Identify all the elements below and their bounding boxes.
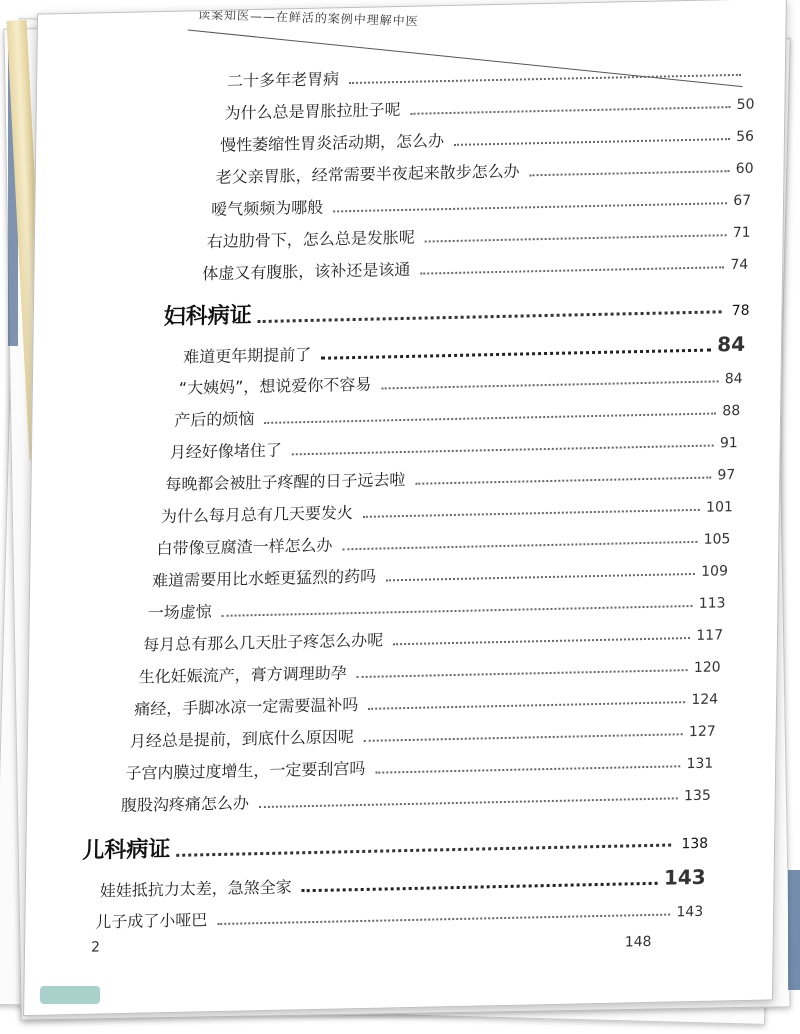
toc-entry-title: “大姨妈”，想说爱你不容易 [178,374,372,398]
toc-entry-title: 痛经，手脚冰凉一定需要温补吗 [134,695,359,719]
toc-entry[interactable] [216,154,754,188]
toc-entry[interactable] [202,250,748,284]
toc-entry-title: 难道需要用比水蛭更猛烈的药吗 [151,566,377,591]
leader-dots [222,605,693,617]
leader-dots [410,106,730,115]
toc-entry-page: 60 [735,160,754,178]
toc-entry-page: 131 [686,755,714,773]
toc-entry-title: 产后的烦恼 [174,409,255,430]
toc-entry-title: 二十多年老胃病 [226,69,340,91]
leader-dots [368,701,685,710]
leader-dots [302,882,658,892]
section-title: 妇科病证 [163,303,252,331]
toc-entry[interactable] [134,684,718,719]
toc-entry[interactable] [100,865,706,902]
toc-entry-page: 71 [732,224,751,242]
toc-entry-page: 84 [724,370,743,388]
toc-entry-page: 91 [719,435,738,452]
leader-dots [363,509,700,518]
toc-entry[interactable] [95,897,703,933]
leader-dots [176,843,671,856]
leader-dots [425,234,727,242]
section-title: 儿科病证 [82,836,171,864]
toc-entry-title: 每晚都会被肚子疼醒的日子远去啦 [165,469,406,495]
book-edge-decoration [788,870,800,990]
toc-entry-title: 儿子成了小哑巴 [95,910,208,932]
toc-entry-page: 88 [722,402,741,420]
cover-corner-decoration [40,986,100,1004]
toc-entry-page: 105 [703,531,731,548]
toc-entry-page: 50 [736,96,755,113]
toc-entry[interactable] [148,588,726,623]
leader-dots [342,541,697,550]
toc-entry[interactable] [211,186,751,220]
leader-dots [264,412,716,423]
toc-entry-page: 127 [688,723,716,741]
leader-dots [375,765,680,773]
leader-dots [454,138,730,146]
leader-dots [259,797,678,808]
toc-entry-title: 白带像豆腐渣一样怎么办 [156,535,333,559]
toc-entry-title: 体虚又有腹胀，该补还是该通 [202,259,411,284]
toc-entry-title: 为什么每月总有几天要发火 [160,503,354,527]
toc-entry-title: 为什么总是胃胀拉肚子呢 [224,100,401,123]
toc-entry-title: 右边肋骨下，怎么总是发胀呢 [206,227,415,252]
toc-entry-page: 138 [681,835,709,853]
toc-entry-title: 月经好像堵住了 [169,440,283,462]
leader-dots [258,310,722,323]
toc-entry-title: 嗳气频频为哪般 [211,197,324,219]
toc-entry[interactable] [170,428,738,463]
toc-entry-page: 109 [701,563,729,580]
leader-dots [386,573,695,581]
toc-entry[interactable] [139,652,721,687]
toc-entry-title: 老父亲胃胀，经常需要半夜起来散步怎么办 [215,161,520,187]
toc-entry[interactable] [156,524,730,559]
toc-entry[interactable] [179,364,743,399]
leader-dots [364,733,683,742]
leader-dots [530,170,730,176]
leader-dots [357,669,688,678]
toc-entry-title: 慢性萎缩性胃炎活动期，怎么办 [220,131,445,155]
toc-entry-page: 120 [693,659,721,676]
page-number: 2 [90,939,101,956]
toc-entry-title: 月经总是提前，到底什么原因呢 [129,727,354,751]
leader-dots [292,445,714,456]
toc-entry-title: 难道更年期提前了 [183,344,312,367]
toc-entry[interactable] [161,492,733,527]
toc-entry-page: 117 [696,627,724,644]
toc-entry-title: 每月总有那么几天肚子疼怎么办呢 [143,630,384,655]
leader-dots [321,349,711,360]
toc-entry-page: 74 [730,256,749,274]
section-page: 84 [717,331,746,357]
toc-page [23,0,787,1016]
toc-entry-page: 56 [736,128,755,145]
toc-entry[interactable] [224,90,754,124]
toc-entry[interactable] [165,460,735,495]
toc-entry[interactable] [174,396,740,431]
leader-dots [393,637,690,645]
toc-entry[interactable] [183,332,745,368]
toc-entry-title: 生化妊娠流产，膏方调理助孕 [138,663,347,687]
running-header: 读案知医——在鲜活的案例中理解中医 [197,7,420,29]
toc-entry-page: 124 [691,691,719,709]
leader-dots [333,202,727,212]
toc-entry-page: 148 [624,933,652,951]
toc-entry-page: 135 [683,787,711,805]
toc-entry[interactable] [130,717,716,752]
toc-entry[interactable] [143,620,723,655]
section-heading-gynecology[interactable] [164,288,750,331]
toc-entry[interactable] [152,556,728,591]
toc-entry-title: 娃娃抵抗力太差，急煞全家 [99,877,292,901]
section-page: 143 [663,864,706,890]
toc-entry-title: 一场虚惊 [147,602,212,623]
toc-entry[interactable] [227,58,747,92]
toc-entry-page: 113 [698,595,726,612]
section-heading-pediatrics[interactable] [82,821,708,865]
leader-dots [420,266,724,274]
toc-entry[interactable] [121,781,711,816]
toc-entry[interactable] [125,749,713,784]
toc-entry[interactable] [220,122,754,156]
leader-dots [381,380,719,389]
toc-entry-page: 67 [733,192,752,210]
toc-entry-page: 101 [705,499,733,516]
toc-entry-title: 子宫内膜过度增生，一定要刮宫吗 [125,758,366,783]
leader-dots [217,914,670,925]
toc-entry[interactable] [207,218,751,252]
toc-entry-page: 143 [676,903,704,921]
leader-dots [415,477,711,485]
leader-dots [349,74,741,84]
toc-entry-page: 97 [717,467,736,484]
toc-entry-title: 腹股沟疼痛怎么办 [120,793,250,816]
toc-entry-page: 78 [731,302,750,320]
